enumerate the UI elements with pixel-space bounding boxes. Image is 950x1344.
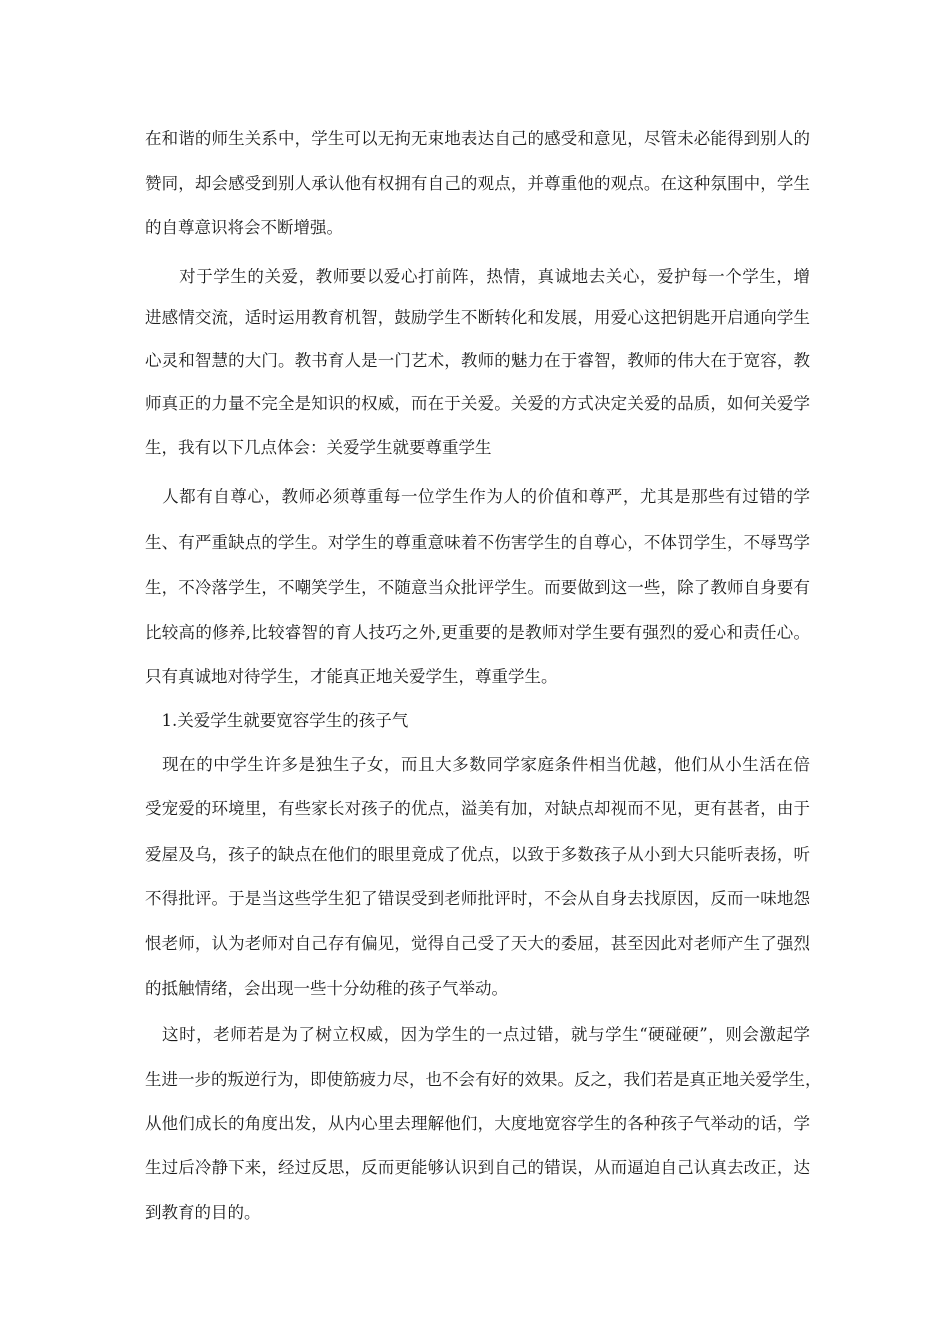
text-line: 现在的中学生许多是独生子女，而且大多数同学家庭条件相当优越，他们从小生活在倍 bbox=[145, 755, 810, 774]
text-line: 人都有自尊心，教师必须尊重每一位学生作为人的价值和尊严，尤其是那些有过错的学 bbox=[145, 487, 810, 506]
text-line: 到教育的目的。 bbox=[145, 1203, 261, 1222]
text-line: 爱屋及乌，孩子的缺点在他们的眼里竟成了优点，以致于多数孩子从小到大只能听表扬，听 bbox=[145, 845, 810, 864]
text-line: 在和谐的师生关系中，学生可以无拘无束地表达自己的感受和意见，尽管未必能得到别人的 bbox=[145, 129, 810, 148]
text-line: 对于学生的关爱，教师要以爱心打前阵，热情，真诚地去关心，爱护每一个学生，增 bbox=[145, 267, 810, 286]
text-line: 心灵和智慧的大门。教书育人是一门艺术，教师的魅力在于睿智，教师的伟大在于宽容，教 bbox=[145, 351, 810, 370]
text-line: 不得批评。于是当这些学生犯了错误受到老师批评时，不会从自身去找原因，反而一味地怨 bbox=[145, 889, 810, 908]
text-line: 从他们成长的角度出发，从内心里去理解他们，大度地宽容学生的各种孩子气举动的话，学 bbox=[145, 1114, 810, 1133]
text-line: 进感情交流，适时运用教育机智，鼓励学生不断转化和发展，用爱心这把钥匙开启通向学生 bbox=[145, 308, 810, 327]
text-line: 受宠爱的环境里，有些家长对孩子的优点，溢美有加，对缺点却视而不见，更有甚者，由于 bbox=[145, 799, 810, 818]
text-line: 恨老师，认为老师对自己存有偏见，觉得自己受了天大的委屈，甚至因此对老师产生了强烈 bbox=[145, 934, 810, 953]
text-line: 生、有严重缺点的学生。对学生的尊重意味着不伤害学生的自尊心，不体罚学生，不辱骂学 bbox=[145, 533, 810, 552]
text-line: 生，我有以下几点体会：关爱学生就要尊重学生 bbox=[145, 438, 492, 457]
text-line: 比较高的修养,比较睿智的育人技巧之外,更重要的是教师对学生要有强烈的爱心和责任心。 bbox=[145, 623, 810, 642]
text-line: 赞同，却会感受到别人承认他有权拥有自己的观点，并尊重他的观点。在这种氛围中，学生 bbox=[145, 174, 810, 193]
text-line: 这时，老师若是为了树立权威，因为学生的一点过错，就与学生“硬碰硬”，则会激起学 bbox=[145, 1025, 810, 1044]
text-line: 的自尊意识将会不断增强。 bbox=[145, 218, 343, 237]
text-line: 师真正的力量不完全是知识的权威，而在于关爱。关爱的方式决定关爱的品质，如何关爱学 bbox=[145, 394, 810, 413]
text-line: 生，不冷落学生，不嘲笑学生，不随意当众批评学生。而要做到这一些，除了教师自身要有 bbox=[145, 578, 810, 597]
text-line: 只有真诚地对待学生，才能真正地关爱学生，尊重学生。 bbox=[145, 667, 558, 686]
text-line: 生进一步的叛逆行为，即使筋疲力尽，也不会有好的效果。反之，我们若是真正地关爱学生， bbox=[145, 1070, 822, 1089]
section-heading: 1.关爱学生就要宽容学生的孩子气 bbox=[145, 711, 409, 730]
text-line: 的抵触情绪，会出现一些十分幼稚的孩子气举动。 bbox=[145, 979, 508, 998]
text-line: 生过后冷静下来，经过反思，反而更能够认识到自己的错误，从而逼迫自己认真去改正，达 bbox=[145, 1158, 810, 1177]
